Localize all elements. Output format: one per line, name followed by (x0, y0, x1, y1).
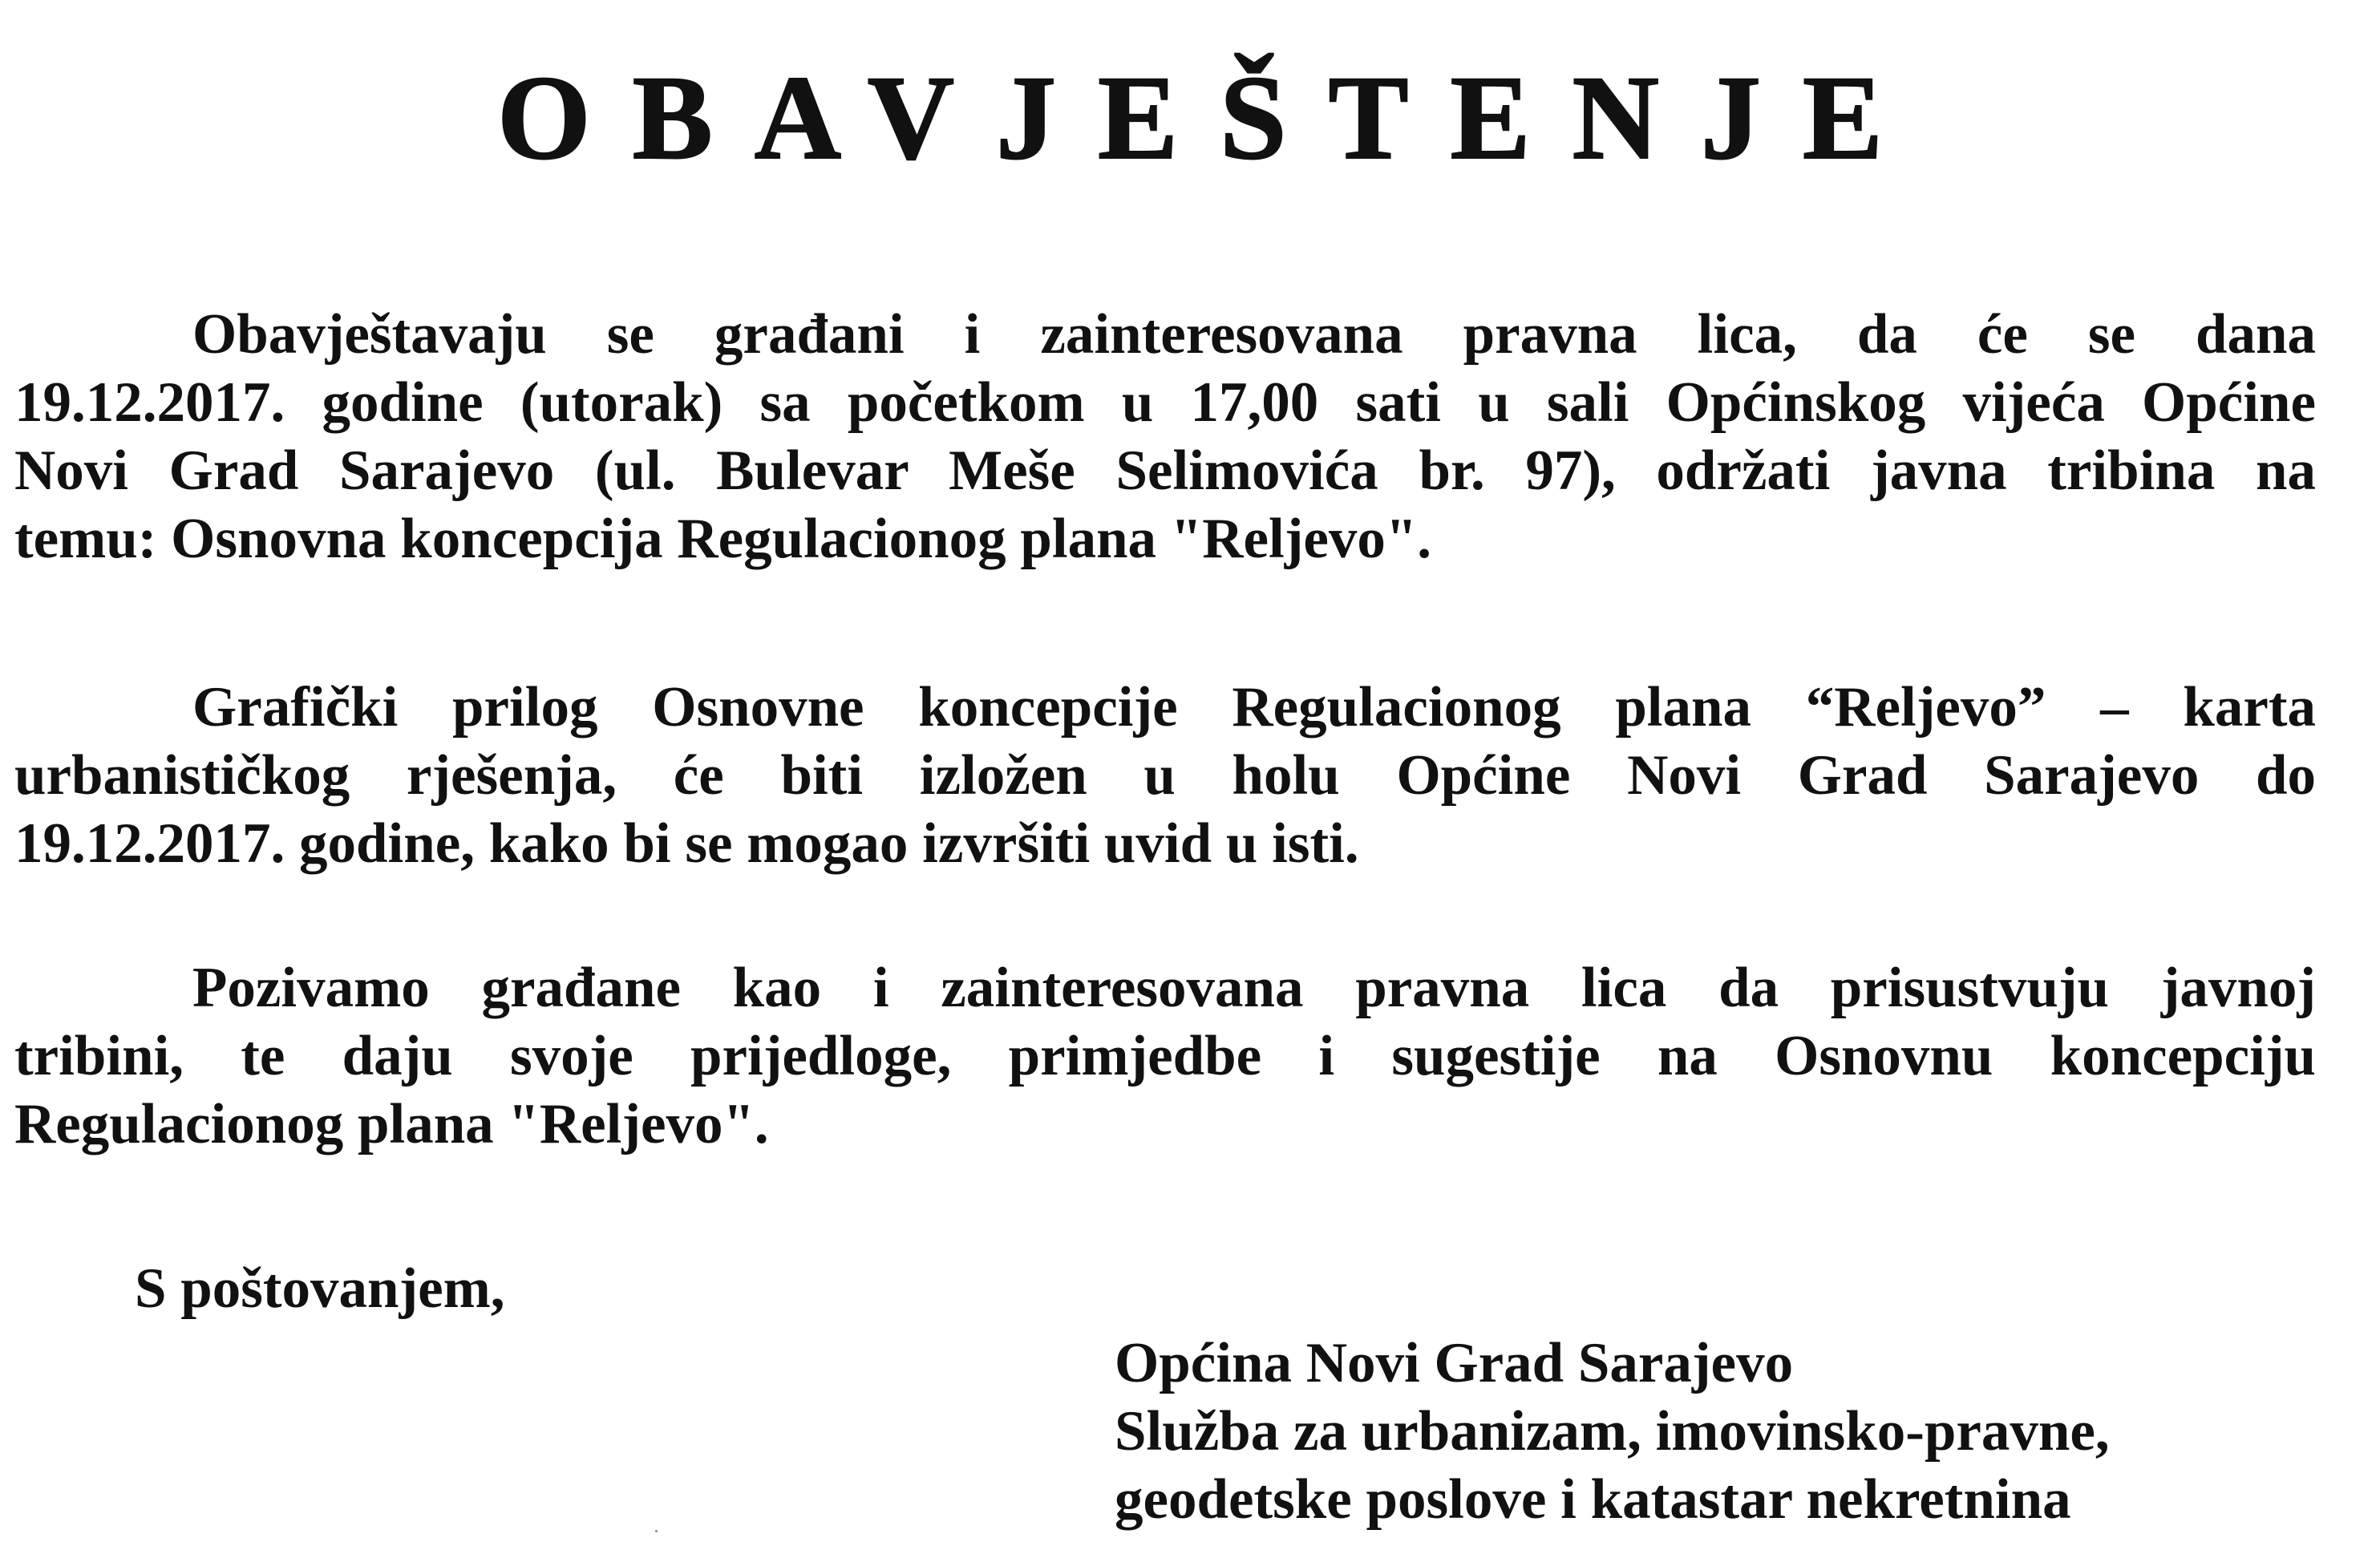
paragraph-line: Pozivamo građane kao i zainteresovana pravna lica da prisustvuju javnoj (192, 957, 2316, 1019)
signature-line: Služba za urbanizam, imovinsko-pravne, (1115, 1400, 2110, 1463)
scan-speck (655, 1530, 658, 1532)
paragraph-invitation (14, 954, 2316, 1159)
signature-line: Općina Novi Grad Sarajevo (1115, 1332, 1794, 1394)
signature-block (1115, 1329, 2110, 1534)
paragraph-line: 19.12.2017. godine, kako bi se mogao izvršiti uvid u isti. (14, 812, 1359, 875)
paragraph-exhibit (14, 674, 2316, 878)
closing-salutation: S poštovanjem, (135, 1257, 505, 1320)
paragraph-line: Obavještavaju se građani i zainteresovana pravna lica, da će se dana (192, 303, 2316, 366)
paragraph-line: Grafički prilog Osnovne koncepcije Regulacionog plana “Reljevo” – karta (192, 676, 2316, 739)
paragraph-line: 19.12.2017. godine (utorak) sa početkom u 17,00 sati u sali Općinskog vijeća Općine (14, 371, 2316, 434)
paragraph-line: urbanističkog rješenja, će biti izložen u holu Općine Novi Grad Sarajevo do (14, 744, 2316, 807)
document-title: OBAVJEŠTENJE (497, 51, 1925, 184)
paragraph-announcement (14, 301, 2316, 573)
signature-line: geodetske poslove i katastar nekretnina (1115, 1468, 2071, 1531)
paragraph-line: Regulacionog plana "Reljevo". (14, 1093, 769, 1155)
paragraph-line: temu: Osnovna koncepcija Regulacionog plana "Reljevo". (14, 508, 1432, 570)
paragraph-line: Novi Grad Sarajevo (ul. Bulevar Meše Selimovića br. 97), održati javna tribina na (14, 439, 2316, 502)
paragraph-line: tribini, te daju svoje prijedloge, primjedbe i sugestije na Osnovnu koncepciju (14, 1025, 2316, 1087)
